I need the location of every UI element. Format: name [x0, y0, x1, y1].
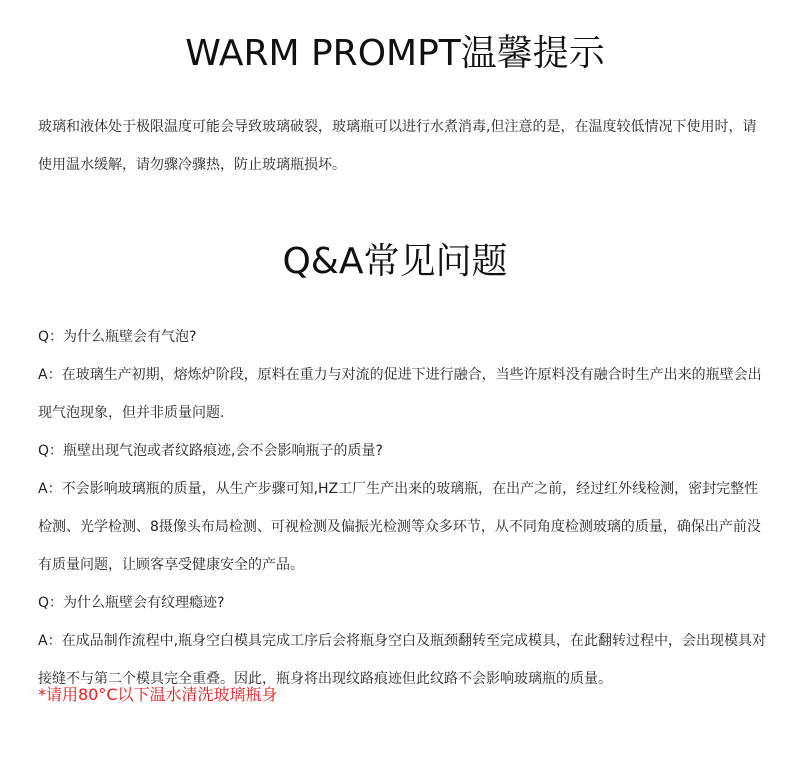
qa-question: Q：瓶壁出现气泡或者纹路痕迹,会不会影响瓶子的质量? [38, 443, 383, 459]
warm-prompt-text: 玻璃和液体处于极限温度可能会导致玻璃破裂，玻璃瓶可以进行水煮消毒,但注意的是，在温度较低情况下使用时，请使用温水缓解，请勿骤冷骤热，防止玻璃瓶损坏。 [38, 119, 757, 173]
warm-prompt-title: WARM PROMPT温馨提示 [185, 33, 605, 74]
qa-list [38, 318, 768, 698]
qa-item [38, 432, 768, 584]
qa-answer: A：在成品制作流程中,瓶身空白模具完成工序后会将瓶身空白及瓶颈翻转至完成模具，在此翻转过程中，会出现模具对接缝不与第二个模具完全重叠。因此，瓶身将出现纹路痕迹但此纹路不会影响玻璃瓶的质量。 [38, 633, 767, 687]
qa-question: Q：为什么瓶壁会有纹理瘾迹? [38, 595, 225, 611]
qa-title: Q&A常见问题 [282, 241, 508, 282]
qa-answer: A：在玻璃生产初期，熔炼炉阶段，原料在重力与对流的促进下进行融合，当些许原料没有融合时生产出来的瓶壁会出现气泡现象，但并非质量问题. [38, 367, 762, 421]
qa-answer: A：不会影响玻璃瓶的质量，从生产步骤可知,HZ工厂生产出来的玻璃瓶，在出产之前，经过红外线检测，密封完整性检测、光学检测、8摄像头布局检测、可视检测及偏振光检测等众多环节，从不同角度检测玻璃的质量，确保出产前没有质量问题，让顾客享受健康安全的产品。 [38, 481, 761, 573]
qa-item [38, 318, 768, 432]
wash-temperature-note: *请用80°C以下温水清洗玻璃瓶身 [38, 685, 278, 704]
qa-question: Q：为什么瓶壁会有气泡? [38, 329, 197, 345]
